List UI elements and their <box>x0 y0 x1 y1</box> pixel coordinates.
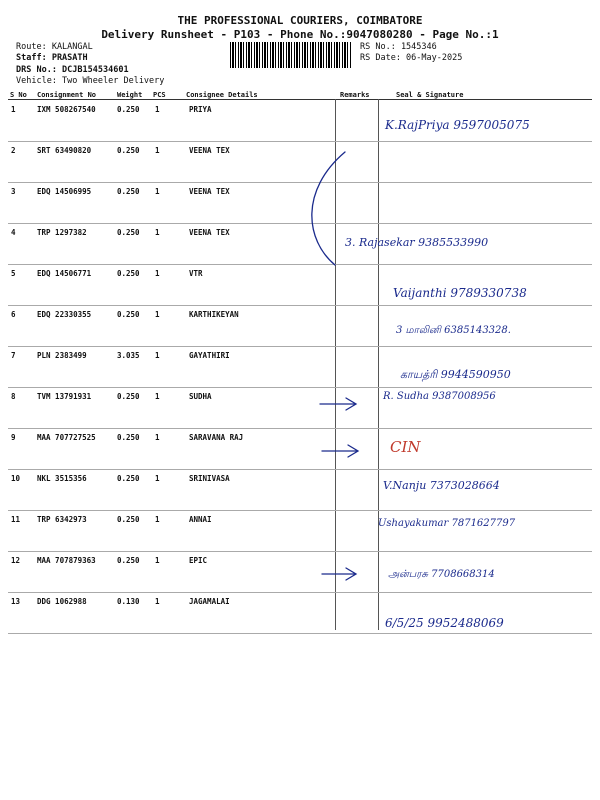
cell-consignment: MAA 707879363 <box>37 556 96 565</box>
signature-handwriting: V.Nanju 7373028664 <box>383 479 500 492</box>
cell-weight: 0.250 <box>117 474 140 483</box>
cell-consignment: DDG 1062988 <box>37 597 87 606</box>
drs-number: DRS No.: DCJB154534601 <box>16 65 129 75</box>
cell-sno: 2 <box>11 146 16 155</box>
cell-pcs: 1 <box>155 433 160 442</box>
cell-weight: 0.250 <box>117 146 140 155</box>
col-remarks: Remarks <box>340 91 370 99</box>
signature-handwriting: காயத்ரி 9944590950 <box>400 368 511 381</box>
rs-date: RS Date: 06-May-2025 <box>360 53 463 63</box>
cell-consignment: PLN 2383499 <box>37 351 87 360</box>
cell-consignee: JAGAMALAI <box>189 597 230 606</box>
rs-number: RS No.: 1545346 <box>360 42 437 52</box>
signature-handwriting: 3. Rajasekar 9385533990 <box>345 236 489 249</box>
cell-consignment: NKL 3515356 <box>37 474 87 483</box>
signature-handwriting: Vaijanthi 9789330738 <box>393 286 527 300</box>
brace-mark <box>312 152 345 265</box>
signature-handwriting: K.RajPriya 9597005075 <box>385 118 530 132</box>
cell-sno: 1 <box>11 105 16 114</box>
signature-handwriting: Ushayakumar 7871627797 <box>378 518 516 529</box>
cell-pcs: 1 <box>155 105 160 114</box>
cell-sno: 4 <box>11 228 16 237</box>
cell-consignment: TRP 1297382 <box>37 228 87 237</box>
cell-pcs: 1 <box>155 515 160 524</box>
cell-consignee: VEENA TEX <box>189 146 230 155</box>
staff-label: Staff: PRASATH <box>16 53 88 63</box>
signature-handwriting: 6/5/25 9952488069 <box>385 616 504 630</box>
cell-sno: 10 <box>11 474 21 483</box>
cell-consignee: SUDHA <box>189 392 212 401</box>
cell-sno: 11 <box>11 515 21 524</box>
arrow-row-8 <box>320 398 356 410</box>
cell-sno: 12 <box>11 556 21 565</box>
cell-pcs: 1 <box>155 392 160 401</box>
cell-sno: 3 <box>11 187 16 196</box>
cell-consignment: EDQ 22330355 <box>37 310 92 319</box>
cell-consignment: MAA 707727525 <box>37 433 96 442</box>
cell-weight: 0.250 <box>117 392 140 401</box>
cell-pcs: 1 <box>155 146 160 155</box>
cell-consignee: ANNAI <box>189 515 212 524</box>
cell-weight: 0.250 <box>117 515 140 524</box>
col-consignee: Consignee Details <box>186 91 258 99</box>
cell-sno: 5 <box>11 269 16 278</box>
cell-weight: 0.250 <box>117 433 140 442</box>
cell-consignment: EDQ 14506995 <box>37 187 92 196</box>
cell-consignee: VEENA TEX <box>189 228 230 237</box>
company-title: THE PROFESSIONAL COURIERS, COIMBATORE <box>177 14 423 27</box>
cell-sno: 6 <box>11 310 16 319</box>
cell-pcs: 1 <box>155 351 160 360</box>
cell-consignee: VEENA TEX <box>189 187 230 196</box>
cell-consignment: IXM 508267540 <box>37 105 96 114</box>
cell-consignee: KARTHIKEYAN <box>189 310 239 319</box>
cell-weight: 0.130 <box>117 597 140 606</box>
route-label: Route: KALANGAL <box>16 42 93 52</box>
cell-pcs: 1 <box>155 474 160 483</box>
cell-weight: 0.250 <box>117 187 140 196</box>
cell-consignee: GAYATHIRI <box>189 351 230 360</box>
cell-consignment: EDQ 14506771 <box>37 269 92 278</box>
cell-weight: 0.250 <box>117 556 140 565</box>
cell-sno: 13 <box>11 597 21 606</box>
arrow-row-9 <box>322 445 358 457</box>
cell-weight: 0.250 <box>117 105 140 114</box>
cell-consignment: SRT 63490820 <box>37 146 92 155</box>
col-seal-signature: Seal & Signature <box>396 91 464 99</box>
runsheet-subtitle: Delivery Runsheet - P103 - Phone No.:9047080280 - Page No.:1 <box>101 28 499 41</box>
cell-consignee: EPIC <box>189 556 208 565</box>
cell-consignment: TRP 6342973 <box>37 515 87 524</box>
cell-pcs: 1 <box>155 187 160 196</box>
cell-weight: 3.035 <box>117 351 140 360</box>
col-sno: S No <box>10 91 27 99</box>
vehicle-label: Vehicle: Two Wheeler Delivery <box>16 76 165 86</box>
cell-weight: 0.250 <box>117 269 140 278</box>
signature-handwriting: R. Sudha 9387008956 <box>383 391 496 402</box>
signature-handwriting: அன்பரசு 7708668314 <box>388 569 495 580</box>
signature-handwriting: 3 மாலினி 6385143328. <box>396 325 511 336</box>
cell-sno: 8 <box>11 392 16 401</box>
cell-pcs: 1 <box>155 228 160 237</box>
col-consignment: Consignment No <box>37 91 97 99</box>
col-pcs: PCS <box>153 91 166 99</box>
cell-weight: 0.250 <box>117 310 140 319</box>
cell-weight: 0.250 <box>117 228 140 237</box>
cell-consignee: VTR <box>189 269 203 278</box>
cell-pcs: 1 <box>155 556 160 565</box>
cell-pcs: 1 <box>155 269 160 278</box>
cell-pcs: 1 <box>155 597 160 606</box>
arrow-row-12 <box>322 568 356 580</box>
cell-pcs: 1 <box>155 310 160 319</box>
cell-consignee: SARAVANA RAJ <box>189 433 244 442</box>
cell-sno: 9 <box>11 433 16 442</box>
cell-consignment: TVM 13791931 <box>37 392 92 401</box>
cell-sno: 7 <box>11 351 16 360</box>
col-weight: Weight <box>117 91 143 99</box>
cell-consignee: SRINIVASA <box>189 474 230 483</box>
signature-handwriting: CIN <box>390 438 421 456</box>
cell-consignee: PRIYA <box>189 105 212 114</box>
